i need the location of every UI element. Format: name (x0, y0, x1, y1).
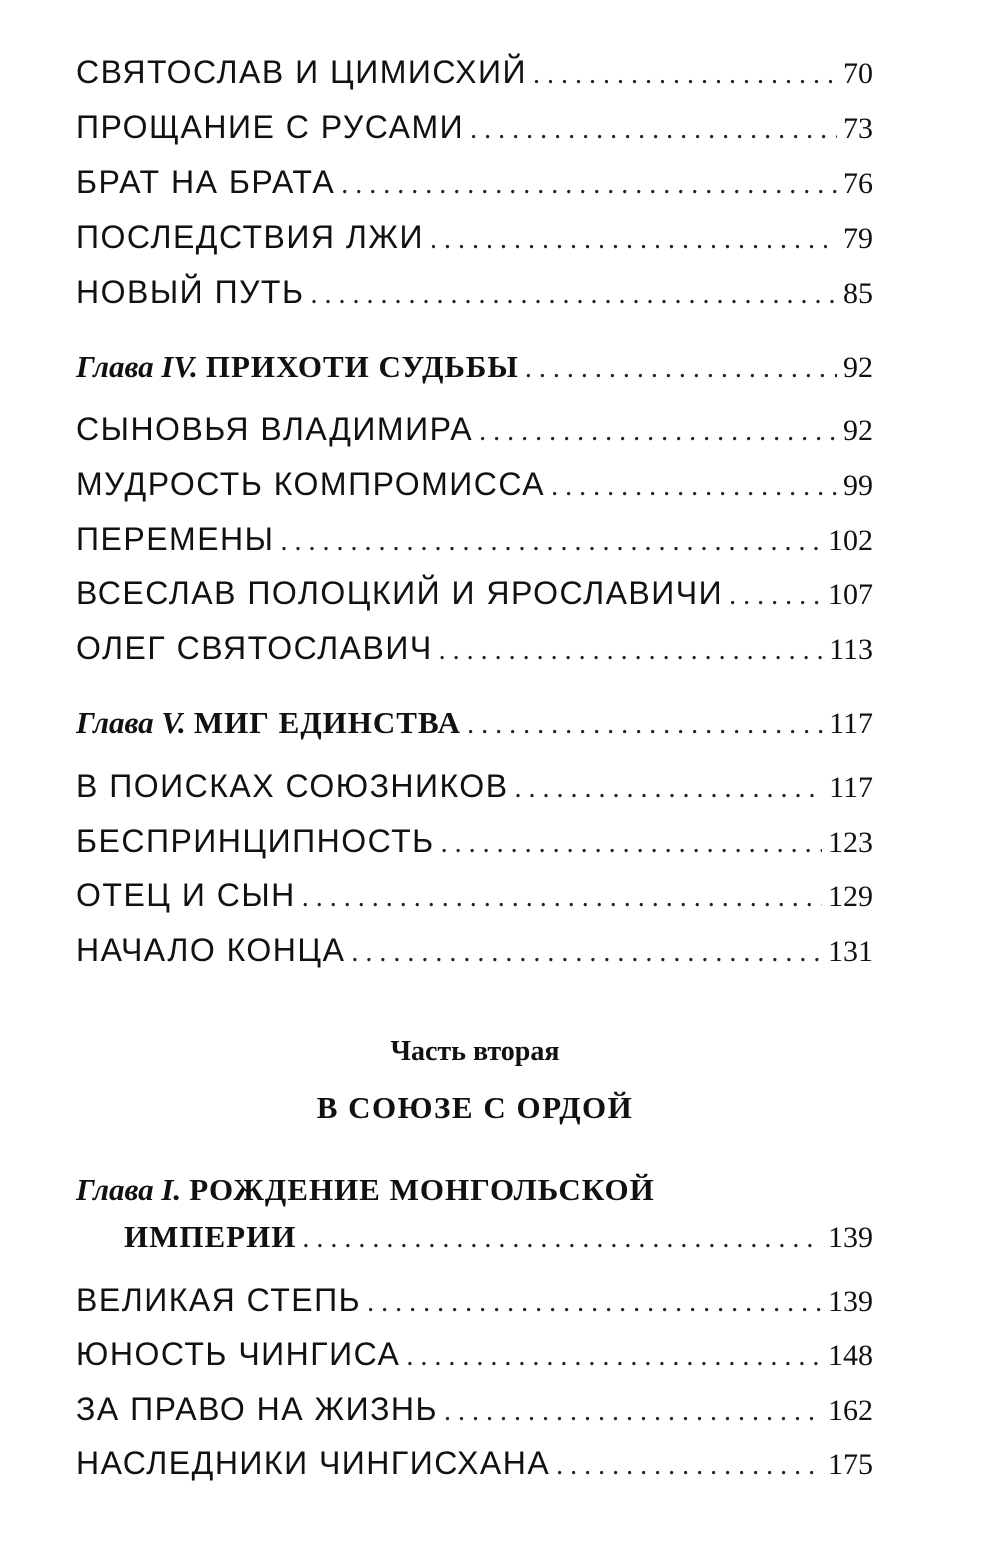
toc-entry-title: БЕСПРИНЦИПНОСТЬ (76, 823, 435, 859)
toc-entry-page: 123 (828, 826, 873, 859)
toc-entry-title: ВЕЛИКАЯ СТЕПЬ (76, 1282, 362, 1318)
toc-entry (76, 219, 873, 256)
toc-entry (76, 411, 873, 448)
toc-entry (76, 164, 873, 201)
chapter-heading-text (124, 1218, 296, 1255)
toc-entry-page: 107 (828, 578, 873, 611)
toc-chapter-heading (76, 348, 873, 385)
toc-entry-title: БРАТ НА БРАТА (76, 164, 336, 200)
chapter-heading-text (76, 704, 461, 741)
dot-leader (351, 937, 822, 969)
dot-leader (515, 773, 824, 805)
toc-chapter-heading-line2 (124, 1218, 873, 1255)
toc-chapter-heading (76, 704, 873, 741)
toc-entry-title: ПРОЩАНИЕ С РУСАМИ (76, 109, 465, 145)
chapter-title: ПРИХОТИ СУДЬБЫ (205, 349, 519, 384)
toc-entry-page: 92 (843, 351, 873, 384)
toc-entry-title: ВСЕСЛАВ ПОЛОЦКИЙ И ЯРОСЛАВИЧИ (76, 575, 724, 611)
toc-entry (76, 1445, 873, 1482)
dot-leader (310, 279, 837, 311)
chapter-number: Глава V. (76, 705, 186, 740)
toc-entry-page: 92 (843, 414, 873, 447)
dot-leader (525, 353, 837, 385)
toc-entry (76, 575, 873, 612)
dot-leader (729, 580, 822, 612)
toc-entry (76, 630, 873, 667)
dot-leader (406, 1341, 822, 1373)
chapter-number: Глава I. (76, 1172, 182, 1207)
toc-entry-page: 129 (828, 880, 873, 913)
dot-leader (479, 416, 837, 448)
dot-leader (439, 635, 823, 667)
toc-entry-title: ОЛЕГ СВЯТОСЛАВИЧ (76, 630, 433, 666)
toc-entry-page: 99 (843, 469, 873, 502)
toc-entry (76, 466, 873, 503)
toc-entry-page: 117 (829, 707, 873, 740)
dot-leader (280, 526, 822, 558)
toc-entry-title: МУДРОСТЬ КОМПРОМИССА (76, 466, 546, 502)
part-title: В СОЮЗЕ С ОРДОЙ (316, 1090, 634, 1125)
dot-leader (556, 1450, 822, 1482)
toc-entry (76, 109, 873, 146)
chapter-title: РОЖДЕНИЕ МОНГОЛЬСКОЙ (189, 1172, 655, 1207)
toc-entry-page: 139 (828, 1285, 873, 1318)
dot-leader (367, 1287, 822, 1319)
toc-entry (76, 1391, 873, 1428)
toc-entry-title: ПОСЛЕДСТВИЯ ЛЖИ (76, 219, 424, 255)
chapter-heading-text (76, 348, 519, 385)
toc-entry (76, 932, 873, 969)
dot-leader (341, 169, 837, 201)
toc-entry-page: 148 (828, 1339, 873, 1372)
part-label: Часть вторая (390, 1036, 560, 1067)
toc-entry-title: ПЕРЕМЕНЫ (76, 521, 275, 557)
chapter-title: МИГ ЕДИНСТВА (193, 705, 462, 740)
dot-leader (441, 828, 822, 860)
toc-entry-title: НАСЛЕДНИКИ ЧИНГИСХАНА (76, 1445, 551, 1481)
dot-leader (444, 1396, 822, 1428)
toc-entry-page: 113 (829, 633, 873, 666)
toc-entry-title: НАЧАЛО КОНЦА (76, 932, 346, 968)
toc-entry (76, 521, 873, 558)
toc-entry-page: 102 (828, 524, 873, 557)
dot-leader (430, 224, 837, 256)
toc-entry-page: 162 (828, 1394, 873, 1427)
toc-entry-page: 85 (843, 277, 873, 310)
toc-entry (76, 54, 873, 91)
toc-entry-title: ОТЕЦ И СЫН (76, 877, 296, 913)
toc-entry (76, 274, 873, 311)
toc-entry (76, 768, 873, 805)
toc-entry-page: 131 (828, 935, 873, 968)
toc-entry-page: 175 (828, 1448, 873, 1481)
toc-entry (76, 1336, 873, 1373)
dot-leader (302, 882, 822, 914)
dot-leader (302, 1223, 822, 1255)
toc-entry-title: НОВЫЙ ПУТЬ (76, 274, 305, 310)
toc-entry (76, 877, 873, 914)
toc-entry-page: 79 (843, 222, 873, 255)
toc-entry-title: ЗА ПРАВО НА ЖИЗНЬ (76, 1391, 438, 1427)
toc-entry-title: СЫНОВЬЯ ВЛАДИМИРА (76, 411, 474, 447)
toc-entry-page: 117 (829, 771, 873, 804)
toc-entry-title: В ПОИСКАХ СОЮЗНИКОВ (76, 768, 509, 804)
toc-entry-page: 73 (843, 112, 873, 145)
toc-entry (76, 1282, 873, 1319)
dot-leader (467, 709, 823, 741)
toc-entry-title: СВЯТОСЛАВ И ЦИМИСХИЙ (76, 54, 527, 90)
toc-entry-page: 70 (843, 57, 873, 90)
toc-entry-title: ЮНОСТЬ ЧИНГИСА (76, 1336, 401, 1372)
toc-entry-page: 139 (828, 1221, 873, 1254)
chapter-title-continued: ИМПЕРИИ (124, 1219, 297, 1254)
dot-leader (533, 59, 837, 91)
toc-chapter-heading-line1 (76, 1172, 655, 1208)
toc-entry (76, 823, 873, 860)
dot-leader (551, 471, 837, 503)
dot-leader (470, 114, 837, 146)
chapter-number: Глава IV. (76, 349, 198, 384)
toc-entry-page: 76 (843, 167, 873, 200)
